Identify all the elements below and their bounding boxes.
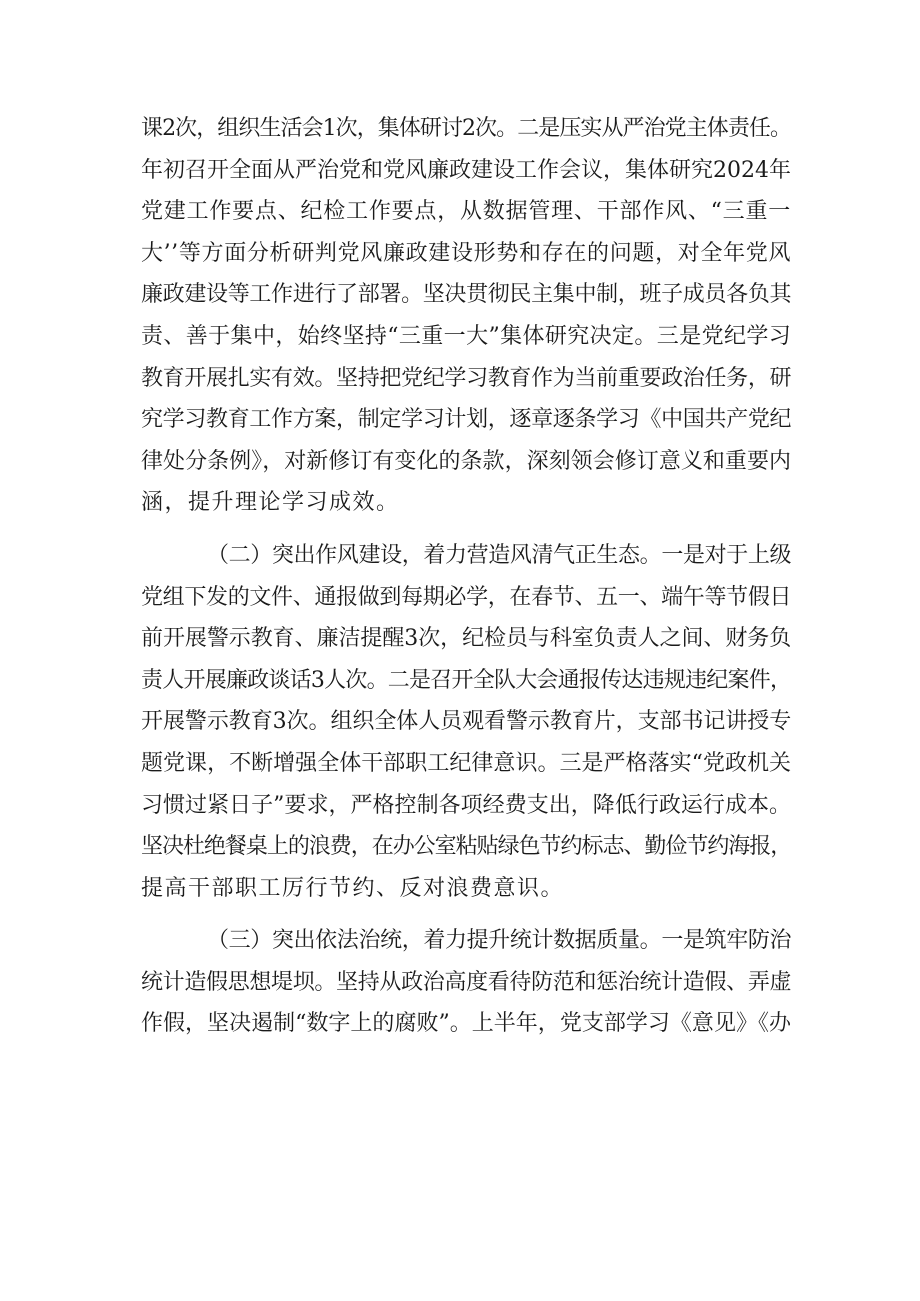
text-line: 涵，提升理论学习成效。 (141, 490, 400, 516)
text-line: 责人开展廉政谈话3人次。二是召开全队大会通报传达违规违纪案件， (141, 667, 791, 693)
text-line: 课2次，组织生活会1次，集体研讨2次。二是压实从严治党主体责任。 (141, 116, 791, 141)
text-line: 统计造假思想堤坝。坚持从政治高度看待防范和惩治统计造假、弄虚 (141, 969, 791, 995)
text-line: 习惯过紧日子”要求，严格控制各项经费支出，降低行政运行成本。 (141, 792, 791, 818)
text-line: （二）突出作风建设，着力营造风清气正生态。一是对于上级 (207, 542, 791, 568)
text-line: 教育开展扎实有效。坚持把党纪学习教育作为当前重要政治任务，研 (141, 365, 791, 391)
paragraph-work-style (141, 535, 791, 909)
document-body (141, 108, 791, 1045)
text-line: 责、善于集中，始终坚持“三重一大”集体研究决定。三是党纪学习 (141, 323, 791, 349)
text-line: 题党课，不断增强全体干部职工纪律意识。三是严格落实“党政机关 (141, 750, 791, 776)
text-line: 开展警示教育3次。组织全体人员观看警示教育片，支部书记讲授专 (141, 709, 791, 735)
text-line: 党组下发的文件、通报做到每期必学，在春节、五一、端午等节假日 (141, 584, 791, 610)
paragraph-party-responsibility (141, 108, 791, 524)
text-line: 大’’等方面分析研判党风廉政建设形势和存在的问题，对全年党风 (141, 240, 791, 266)
paragraph-statistics-law (141, 920, 791, 1045)
text-line: 作假，坚决遏制“数字上的腐败”。上半年，党支部学习《意见》《办 (141, 1011, 791, 1037)
text-line: 律处分条例》，对新修订有变化的条款，深刻领会修订意义和重要内 (141, 448, 791, 474)
text-line: 究学习教育工作方案，制定学习计划，逐章逐条学习《中国共产党纪 (141, 407, 791, 433)
text-line: 党建工作要点、纪检工作要点，从数据管理、干部作风、“三重一 (141, 199, 791, 225)
text-line: （三）突出依法治统，着力提升统计数据质量。一是筑牢防治 (207, 928, 791, 954)
text-line: 提高干部职工厉行节约、反对浪费意识。 (141, 875, 565, 901)
text-line: 前开展警示教育、廉洁提醒3次，纪检员与科室负责人之间、财务负 (141, 626, 791, 652)
text-line: 廉政建设等工作进行了部署。坚决贯彻民主集中制，班子成员各负其 (141, 282, 791, 308)
text-line: 年初召开全面从严治党和党风廉政建设工作会议，集体研究2024年 (141, 157, 791, 183)
text-line: 坚决杜绝餐桌上的浪费，在办公室粘贴绿色节约标志、勤俭节约海报， (141, 834, 791, 860)
